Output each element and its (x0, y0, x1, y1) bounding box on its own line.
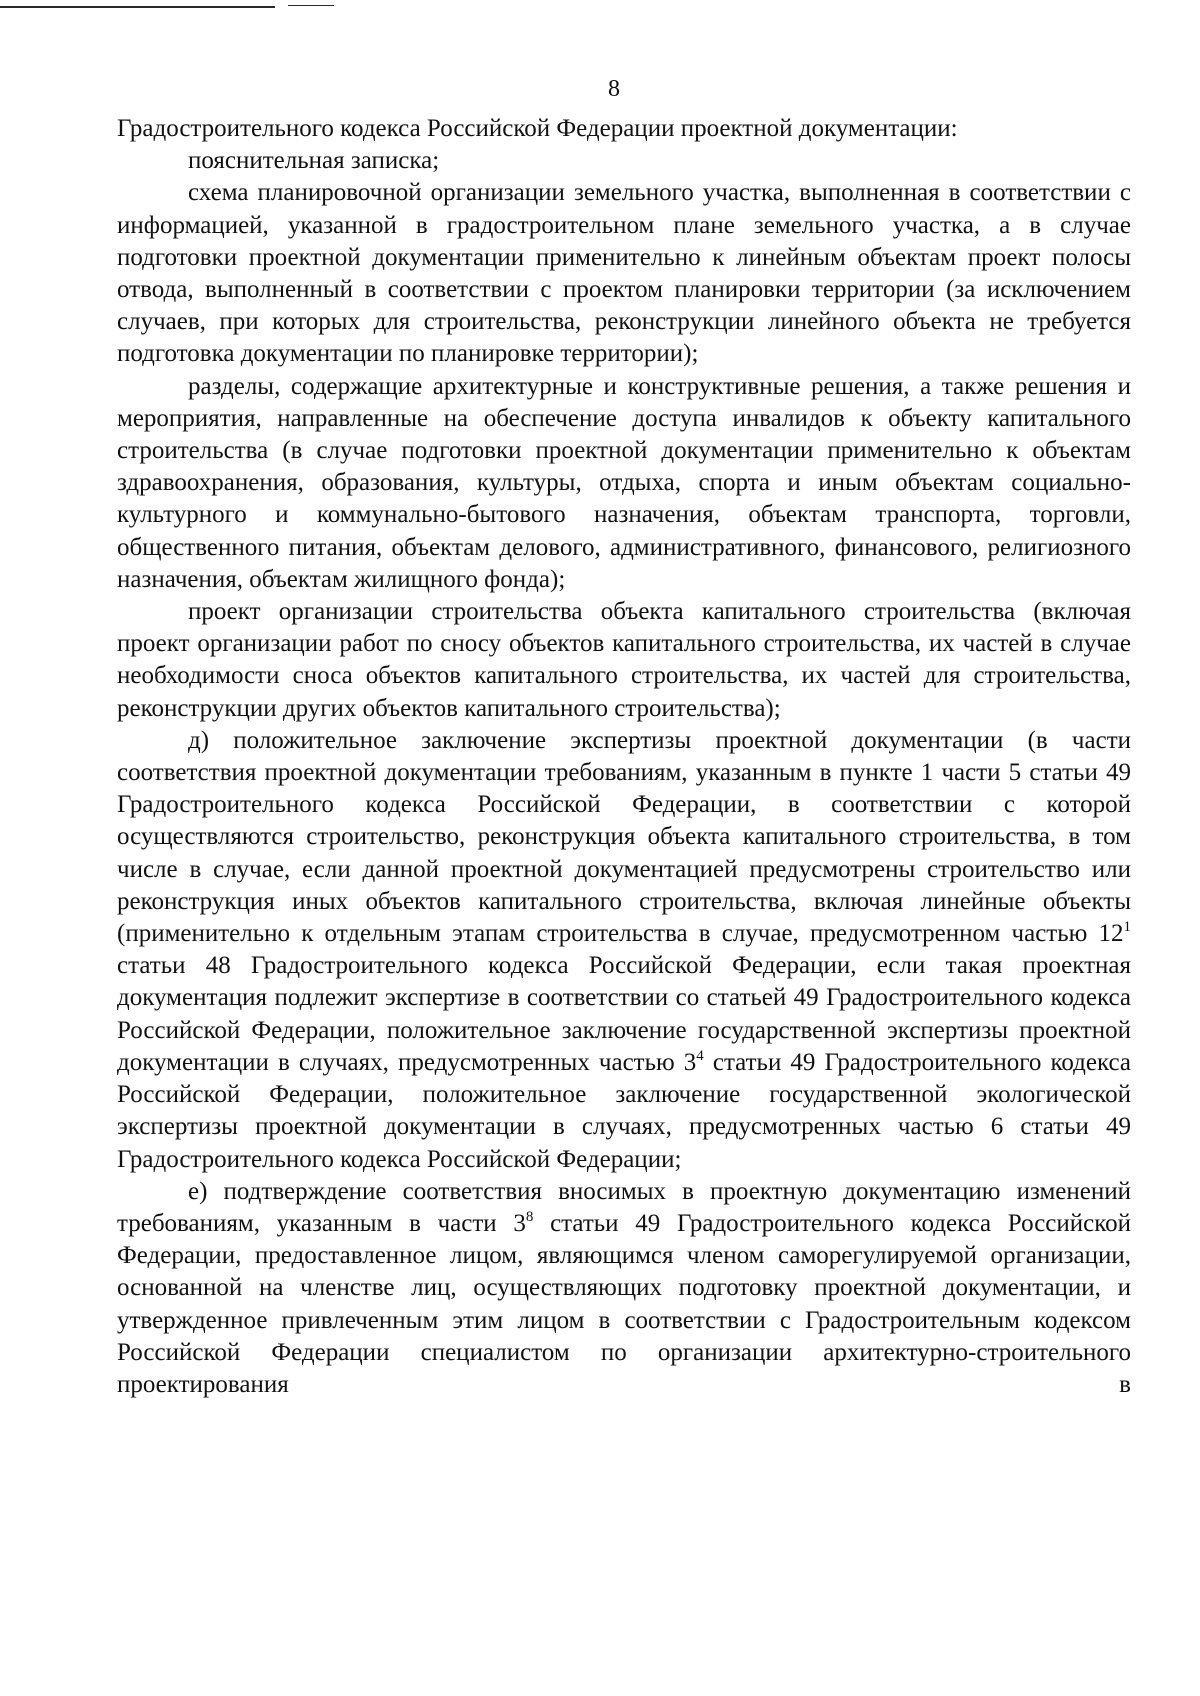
page-number: 8 (608, 76, 620, 102)
superscript-index: 1 (1123, 919, 1131, 936)
paragraph-construction-organization: проект организации строительства объекта капитального строительства (включая проект организации работ по сносу объектов капитального строительства, их частей в случае необходимости сноса объектов капитального строительства, их частей для строительства, реконструкции других объектов капитального строительства); (117, 598, 1131, 722)
scan-edge-line (288, 5, 334, 6)
paragraph-item-e-confirmation (117, 1176, 1131, 1401)
paragraph-explanatory-note: пояснительная записка; (188, 147, 440, 175)
paragraph-text-segment: е) подтверждение соответствия вносимых в проектную документацию изменений требованиям, указанным в части 3 (117, 1177, 1131, 1237)
document-body (117, 113, 1131, 1401)
superscript-index: 8 (525, 1208, 534, 1225)
paragraph-item-d-expertise-conclusion (117, 725, 1131, 1176)
paragraph-text-segment: статьи 49 Градостроительного кодекса Российской Федерации, положительное заключение государственной экологической экспертизы проектной документации в случаях, предусмотренных частью 6 статьи 49 Градостроительного кодекса Российской Федерации; (117, 1048, 1132, 1173)
paragraph-continuation: Градостроительного кодекса Российской Федерации проектной документации: (117, 115, 958, 142)
paragraph-text-segment: статьи 48 Градостроительного кодекса Российской Федерации, если такая проектная документация подлежит экспертизе в соответствии со статьей 49 Градостроительного кодекса Российской Федерации, положительное заключение государственной экспертизы проектной документации в случаях, предусмотренных частью 3 (117, 952, 1131, 1076)
paragraph-site-plan-scheme: схема планировочной организации земельного участка, выполненная в соответствии с информацией, указанной в градостроительном плане земельного участка, а в случае подготовки проектной документации применительно к линейным объектам проект полосы отвода, выполненный в соответствии с проектом планировки территории (за исключением случаев, при которых для строительства, реконструкции линейного объекта не требуется подготовка документации по планировке территории); (117, 179, 1131, 368)
superscript-index: 4 (696, 1047, 704, 1064)
scan-edge-line (0, 6, 275, 8)
paragraph-architectural-sections: разделы, содержащие архитектурные и конструктивные решения, а также решения и мероприятия, направленные на обеспечение доступа инвалидов к объекту капитального строительства (в случае подготовки проектной документации применительно к объектам здравоохранения, образования, культуры, отдыха, спорта и иным объектам социально-культурного и коммунально-бытового назначения, объектам транспорта, торговли, общественного питания, объектам делового, административного, финансового, религиозного назначения, объектам жилищного фонда); (117, 372, 1131, 593)
paragraph-text-segment: д) положительное заключение экспертизы проектной документации (в части соответствия проектной документации требованиям, указанным в пункте 1 части 5 статьи 49 Градостроительного кодекса Российской Федерации, в соответствии с которой осуществляются строительство, реконструкция объекта капитального строительства, в том числе в случае, если данной проектной документацией предусмотрены строительство или реконструкция иных объектов капитального строительства, включая линейные объекты (применительно к отдельным этапам строительства в случае, предусмотренном частью 12 (117, 726, 1131, 948)
paragraph-text-segment: статьи 49 Градостроительного кодекса Российской Федерации, предоставленное лицом, являющимся членом саморегулируемой организации, основанной на членстве лиц, осуществляющих подготовку проектной документации, и утвержденное привлеченным этим лицом в соответствии с Градостроительным кодексом Российской Федерации специалистом по организации архитектурно-строительного проектирования в (117, 1209, 1131, 1398)
